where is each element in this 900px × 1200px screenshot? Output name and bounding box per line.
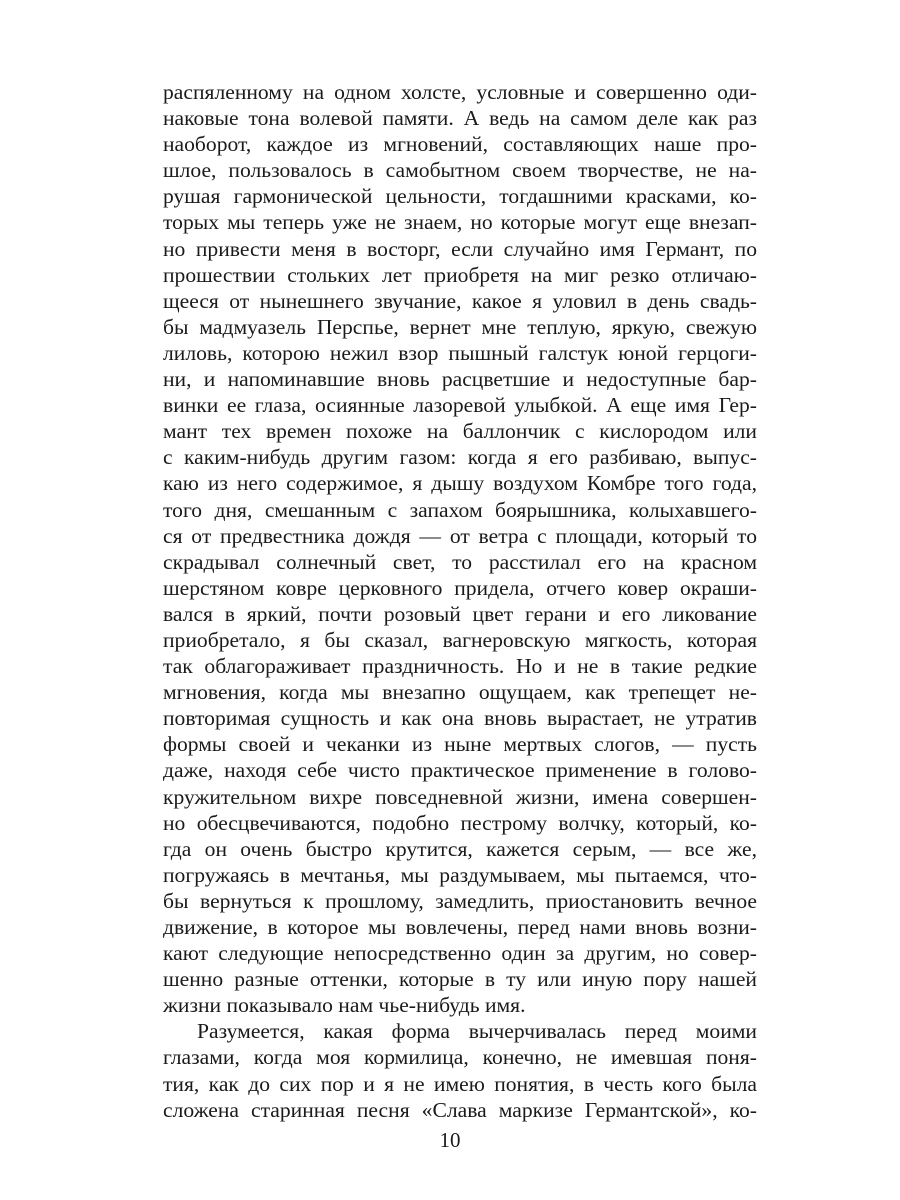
- text-line: рушая гармонической цельности, тогдашними красками, ко-: [163, 184, 757, 209]
- text-line: тия, как до сих пор и я не имею понятия, в честь кого была: [163, 1071, 757, 1096]
- text-line: того дня, смешанным с запахом боярышника, колыхавшего-: [163, 497, 757, 522]
- text-line: ся от предвестника дождя — от ветра с площади, который то: [163, 523, 757, 548]
- text-line: кают следующие непосредственно один за другим, но совер-: [163, 941, 757, 966]
- text-line: так облагораживает праздничность. Но и не в такие редкие: [163, 654, 757, 679]
- text-line: но привести меня в восторг, если случайно имя Германт, по: [163, 236, 757, 261]
- text-line: лиловь, которою нежил взор пышный галстук юной герцоги-: [163, 340, 757, 365]
- body-text: [163, 79, 757, 1123]
- text-line: приобретало, я бы сказал, вагнеровскую мягкость, которая: [163, 627, 757, 652]
- text-line: скрадывал солнечный свет, то расстилал его на красном: [163, 549, 757, 574]
- text-line: наоборот, каждое из мгновений, составляющих наше про-: [163, 132, 757, 157]
- text-line: ни, и напоминавшие вновь расцветшие и недоступные бар-: [163, 367, 757, 392]
- text-line: гда он очень быстро крутится, кажется серым, — все же,: [163, 836, 757, 861]
- text-line: прошествии стольких лет приобретя на миг резко отличаю-: [163, 262, 757, 287]
- text-line: винки ее глаза, осиянные лазоревой улыбкой. А еще имя Гер-: [163, 393, 757, 418]
- text-line: шенно разные оттенки, которые в ту или иную пору нашей: [163, 967, 757, 992]
- text-line: формы своей и чеканки из ныне мертвых слогов, — пусть: [163, 732, 757, 757]
- text-line: но обесцвечиваются, подобно пестрому волчку, который, ко-: [163, 810, 757, 835]
- text-line: бы вернуться к прошлому, замедлить, приостановить вечное: [163, 888, 757, 913]
- text-line: торых мы теперь уже не знаем, но которые могут еще внезап-: [163, 210, 757, 235]
- text-line: даже, находя себе чисто практическое применение в голово-: [163, 758, 757, 783]
- text-line: глазами, когда моя кормилица, конечно, не имевшая поня-: [163, 1045, 757, 1070]
- text-line: повторимая сущность и как она вновь вырастает, не утратив: [163, 706, 757, 731]
- text-line: наковые тона волевой памяти. А ведь на самом деле как раз: [163, 106, 757, 131]
- text-line: бы мадмуазель Перспье, вернет мне теплую, яркую, свежую: [163, 314, 757, 339]
- text-line: вался в яркий, почти розовый цвет герани и его ликование: [163, 601, 757, 626]
- text-line: щееся от нынешнего звучание, какое я уловил в день свадь-: [163, 288, 757, 313]
- text-line: мгновения, когда мы внезапно ощущаем, как трепещет не-: [163, 680, 757, 705]
- page-number: 10: [439, 1128, 461, 1152]
- text-line: погружаясь в мечтанья, мы раздумываем, мы пытаемся, что-: [163, 862, 757, 887]
- text-line: кружительном вихре повседневной жизни, имена совершен-: [163, 784, 757, 809]
- text-line: мант тех времен похоже на баллончик с кислородом или: [163, 419, 757, 444]
- text-line: шерстяном ковре церковного придела, отчего ковер окраши-: [163, 575, 757, 600]
- paragraph-1: [163, 79, 757, 1018]
- text-line: сложена старинная песня «Слава маркизе Германтской», ко-: [163, 1097, 757, 1122]
- paragraph-2: [163, 1018, 757, 1122]
- text-line: каю из него содержимое, я дышу воздухом Комбре того года,: [163, 471, 757, 496]
- text-line: с каким-нибудь другим газом: когда я его разбиваю, выпус-: [163, 445, 757, 470]
- text-line: движение, в которое мы вовлечены, перед нами вновь возни-: [163, 915, 757, 939]
- text-line: распяленному на одном холсте, условные и совершенно оди-: [163, 80, 757, 104]
- text-line-indented: Разумеется, какая форма вычерчивалась перед моими: [197, 1019, 757, 1044]
- text-line-last: жизни показывало нам чье-нибудь имя.: [163, 993, 526, 1018]
- text-line: шлое, пользовалось в самобытном своем творчестве, не на-: [163, 158, 757, 183]
